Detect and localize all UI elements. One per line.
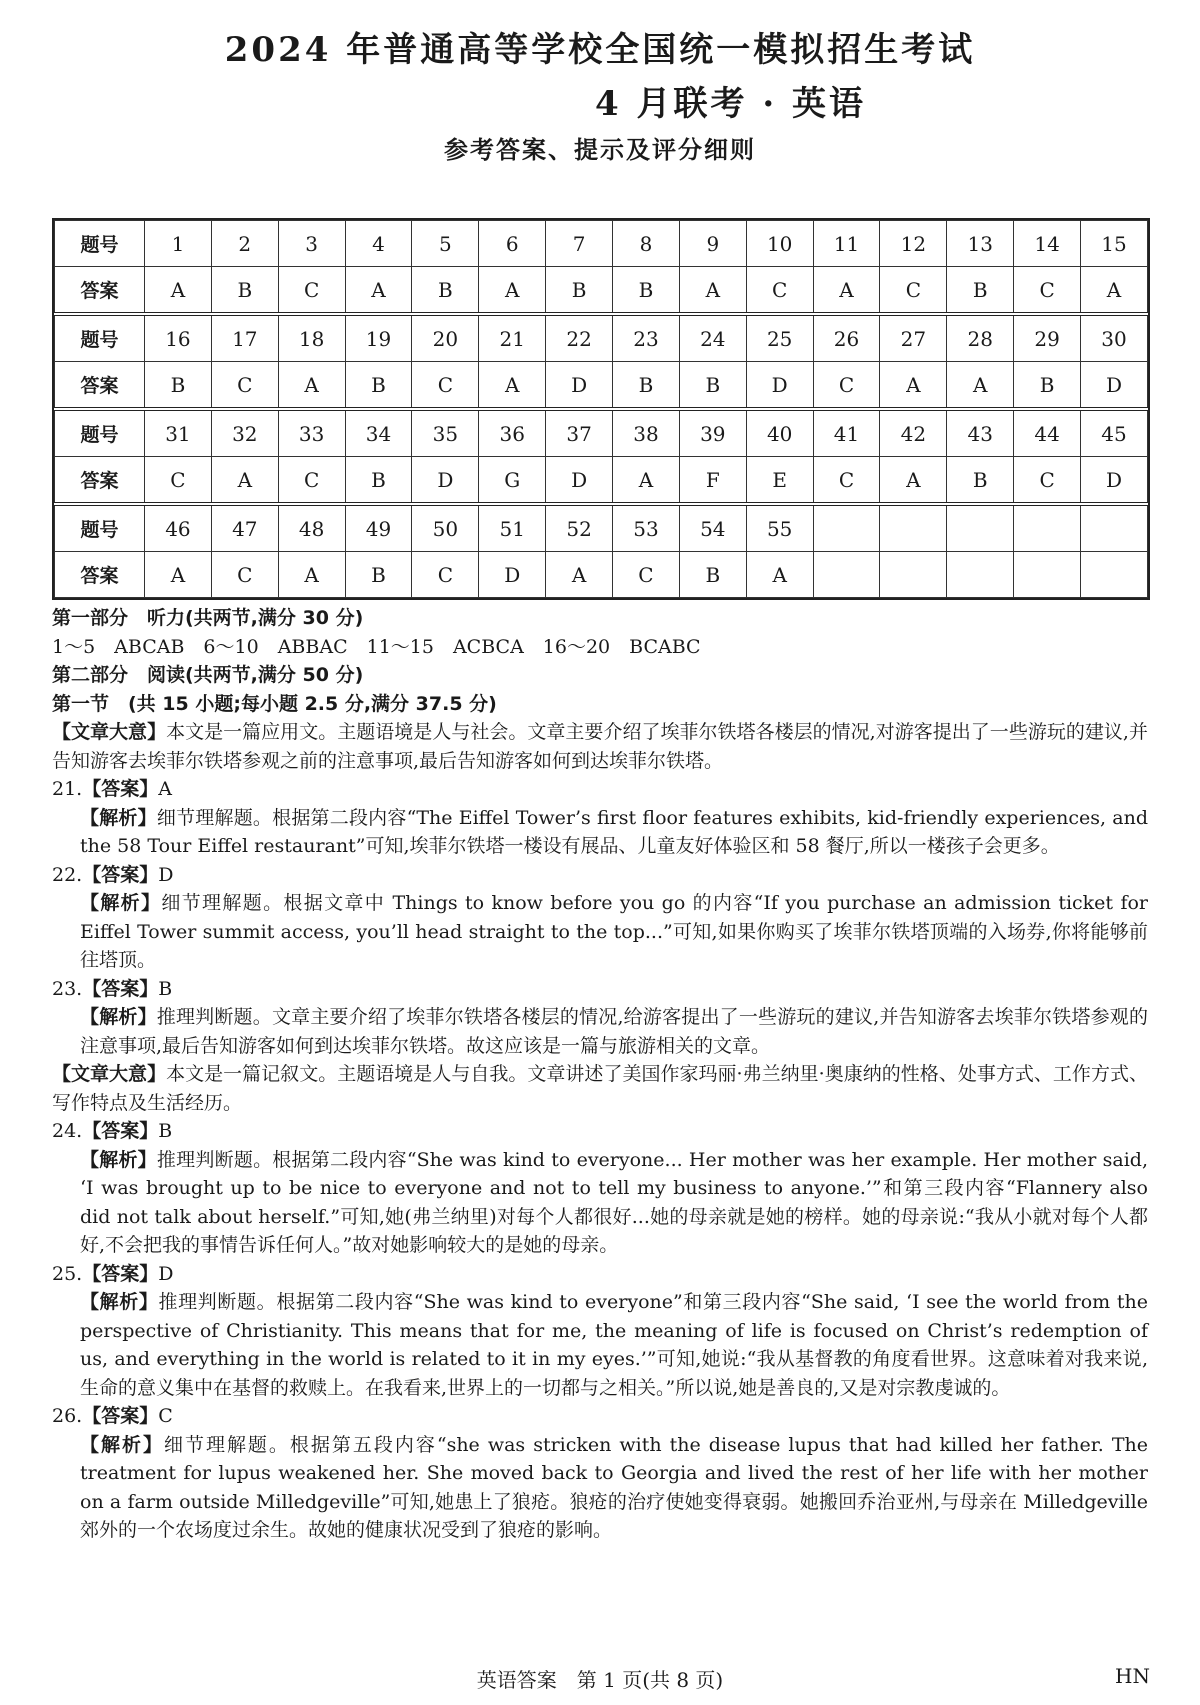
question-number-cell: 49: [345, 504, 412, 552]
explanation-tag: 【解析】: [80, 1006, 157, 1028]
answer-cell: B: [345, 552, 412, 598]
question-number-cell: 32: [211, 409, 278, 457]
answer-cell: C: [813, 457, 880, 505]
question-number-cell: 34: [345, 409, 412, 457]
exam-subtitle: 4 月联考 · 英语: [595, 84, 867, 124]
answer-cell: D: [746, 362, 813, 410]
answer-cell: C: [746, 267, 813, 315]
question-number-cell: 42: [880, 409, 947, 457]
answer-cell: C: [211, 362, 278, 410]
answer-cell: A: [145, 267, 212, 315]
q25-explanation: [52, 1288, 1148, 1402]
question-number-cell: 15: [1081, 221, 1148, 267]
question-number-cell: 36: [479, 409, 546, 457]
question-number-cell: [1081, 504, 1148, 552]
question-number-row: [55, 504, 1148, 552]
question-number-cell: [1014, 504, 1081, 552]
row-header-answer: 答案: [55, 552, 145, 598]
q26-explanation: [52, 1431, 1148, 1545]
question-number: 22.: [52, 863, 83, 886]
question-number-cell: 52: [546, 504, 613, 552]
answer-value: B: [158, 1120, 173, 1142]
answer-cell: A: [679, 267, 746, 315]
question-number-cell: 35: [412, 409, 479, 457]
answer-cell: C: [211, 552, 278, 598]
answer-cell: B: [345, 362, 412, 410]
answer-cell: G: [479, 457, 546, 505]
answer-cell: [813, 552, 880, 598]
q25-answer: [52, 1260, 1148, 1289]
question-number-cell: 23: [613, 314, 680, 362]
explanation-content: [52, 604, 1148, 1545]
question-number-cell: 26: [813, 314, 880, 362]
question-number: 26.: [52, 1405, 83, 1427]
answer-cell: B: [947, 267, 1014, 315]
answer-cell: D: [479, 552, 546, 598]
answer-cell: B: [679, 362, 746, 410]
answer-value: C: [158, 1405, 173, 1427]
question-number-cell: 43: [947, 409, 1014, 457]
answer-cell: B: [1014, 362, 1081, 410]
question-number-cell: 44: [1014, 409, 1081, 457]
answer-cell: A: [613, 457, 680, 505]
q21-explanation: [52, 804, 1148, 861]
question-number-cell: 53: [613, 504, 680, 552]
answer-value: D: [158, 1262, 174, 1285]
question-number-cell: 18: [278, 314, 345, 362]
q24-answer: [52, 1117, 1148, 1146]
question-number: 23.: [52, 977, 83, 1000]
answer-cell: C: [813, 362, 880, 410]
question-number-cell: 8: [613, 221, 680, 267]
question-number-cell: 33: [278, 409, 345, 457]
question-number-cell: 29: [1014, 314, 1081, 362]
question-number-cell: 12: [880, 221, 947, 267]
question-number-cell: 7: [546, 221, 613, 267]
question-number-cell: 48: [278, 504, 345, 552]
answer-cell: C: [613, 552, 680, 598]
answer-cell: D: [1081, 362, 1148, 410]
answer-cell: A: [479, 362, 546, 410]
question-number-cell: 22: [546, 314, 613, 362]
answer-tag: 【答案】: [82, 863, 159, 886]
answer-cell: A: [746, 552, 813, 598]
answer-cell: A: [278, 362, 345, 410]
question-number: 25.: [52, 1262, 83, 1285]
q21-answer: [52, 775, 1148, 804]
answer-cell: A: [145, 552, 212, 598]
exam-title: 2024 年普通高等学校全国统一模拟招生考试: [224, 30, 976, 70]
question-number-cell: 40: [746, 409, 813, 457]
question-number-cell: 24: [679, 314, 746, 362]
answer-value: B: [158, 977, 173, 1000]
question-number-cell: 31: [145, 409, 212, 457]
answer-cell: A: [880, 457, 947, 505]
explanation-text: 细节理解题。根据文章中 Things to know before you go 的内容“If you purchase an admission ticket for Eiffel Tower summit access, you’ll head straight to the top...”可知,如果你购买了埃菲尔铁塔顶端的入场券,你将能够前往塔顶。: [80, 892, 1148, 971]
question-number-cell: 51: [479, 504, 546, 552]
answer-cell: A: [278, 552, 345, 598]
question-number-cell: [880, 504, 947, 552]
row-header-number: 题号: [55, 221, 145, 267]
question-number-cell: 4: [345, 221, 412, 267]
answer-cell: A: [813, 267, 880, 315]
passage1-summary: [52, 718, 1148, 775]
section1-title: 第一节 (共 15 小题;每小题 2.5 分,满分 37.5 分): [52, 692, 497, 715]
answer-cell: A: [947, 362, 1014, 410]
row-header-answer: 答案: [55, 457, 145, 505]
answer-cell: B: [345, 457, 412, 505]
answer-row: [55, 362, 1148, 410]
answer-cell: F: [679, 457, 746, 505]
explanation-text: 推理判断题。文章主要介绍了埃菲尔铁塔各楼层的情况,给游客提出了一些游玩的建议,并告知游客去埃菲尔铁塔参观的注意事项,最后告知游客如何到达埃菲尔铁塔。故这应该是一篇与旅游相关的文章。: [80, 1006, 1148, 1057]
question-number-cell: 11: [813, 221, 880, 267]
question-number-cell: 5: [412, 221, 479, 267]
answer-cell: C: [412, 362, 479, 410]
explanation-text: 细节理解题。根据第五段内容“she was stricken with the disease lupus that had killed her father. The treatment for lupus weakened her. She moved back to Georgia and lived the rest of her life with her mother on a farm outside Milledgeville”可知,她患上了狼疮。狼疮的治疗使她变得衰弱。她搬回乔治亚州,与母亲在 Milledgeville 郊外的一个农场度过余生。故她的健康状况受到了狼疮的影响。: [80, 1433, 1148, 1541]
answer-cell: C: [278, 457, 345, 505]
explanation-tag: 【解析】: [80, 1148, 157, 1171]
answer-tag: 【答案】: [82, 1405, 159, 1427]
row-header-answer: 答案: [55, 267, 145, 315]
answer-cell: B: [546, 267, 613, 315]
answer-row: [55, 552, 1148, 598]
answer-cell: D: [1081, 457, 1148, 505]
answer-tag: 【答案】: [82, 1120, 159, 1142]
question-number-cell: 50: [412, 504, 479, 552]
question-number-cell: 3: [278, 221, 345, 267]
answer-cell: C: [1014, 457, 1081, 505]
question-number-cell: 6: [479, 221, 546, 267]
answer-cell: [1014, 552, 1081, 598]
page-footer: 英语答案 第 1 页(共 8 页): [476, 1668, 724, 1692]
part1-answers: 1～5 ABCAB 6～10 ABBAC 11～15 ACBCA 16～20 BCABC: [52, 635, 701, 658]
answer-cell: D: [546, 362, 613, 410]
q22-answer: [52, 861, 1148, 890]
summary-tag: 【文章大意】: [52, 1063, 167, 1085]
question-number-cell: 10: [746, 221, 813, 267]
question-number-row: [55, 314, 1148, 362]
question-number-cell: 46: [145, 504, 212, 552]
question-number-row: [55, 221, 1148, 267]
explanation-tag: 【解析】: [80, 892, 162, 914]
part1-title: 第一部分 听力(共两节,满分 30 分): [52, 607, 364, 629]
q26-answer: [52, 1402, 1148, 1431]
question-number-cell: 19: [345, 314, 412, 362]
explanation-tag: 【解析】: [80, 1433, 164, 1456]
summary-text: 本文是一篇记叙文。主题语境是人与自我。文章讲述了美国作家玛丽·弗兰纳里·奥康纳的性格、处事方式、工作方式、写作特点及生活经历。: [52, 1063, 1148, 1114]
q22-explanation: [52, 889, 1148, 975]
answer-cell: B: [947, 457, 1014, 505]
question-number-cell: 30: [1081, 314, 1148, 362]
answer-cell: C: [278, 267, 345, 315]
answer-cell: A: [1081, 267, 1148, 315]
q23-explanation: [52, 1003, 1148, 1060]
question-number: 21.: [52, 778, 83, 800]
answer-value: D: [158, 863, 174, 886]
question-number-cell: 39: [679, 409, 746, 457]
question-number-cell: 45: [1081, 409, 1148, 457]
question-number: 24.: [52, 1120, 83, 1142]
answer-cell: B: [145, 362, 212, 410]
answer-cell: D: [412, 457, 479, 505]
question-number-row: [55, 409, 1148, 457]
q24-explanation: [52, 1146, 1148, 1260]
question-number-cell: 47: [211, 504, 278, 552]
row-header-answer: 答案: [55, 362, 145, 410]
row-header-number: 题号: [55, 314, 145, 362]
question-number-cell: 17: [211, 314, 278, 362]
answer-cell: B: [613, 362, 680, 410]
explanation-text: 推理判断题。根据第二段内容“She was kind to everyone... Her mother was her example. Her mother said, ‘I was brought up to be nice to everyone and not to tell my business to anyone.’”和第三段内容“Flannery also did not talk about herself.”可知,她(弗兰纳里)对每个人都很好...她的母亲就是她的榜样。她的母亲说:“我从小就对每个人都好,不会把我的事情告诉任何人。”故对她影响较大的是她的母亲。: [80, 1148, 1148, 1256]
question-number-cell: 41: [813, 409, 880, 457]
question-number-cell: 21: [479, 314, 546, 362]
question-number-cell: 55: [746, 504, 813, 552]
answer-grid: [54, 220, 1148, 598]
answer-cell: C: [412, 552, 479, 598]
question-number-cell: 27: [880, 314, 947, 362]
summary-text: 本文是一篇应用文。主题语境是人与社会。文章主要介绍了埃菲尔铁塔各楼层的情况,对游客提出了一些游玩的建议,并告知游客去埃菲尔铁塔参观之前的注意事项,最后告知游客如何到达埃菲尔铁塔。: [52, 721, 1148, 772]
answer-value: A: [158, 778, 172, 800]
question-number-cell: 38: [613, 409, 680, 457]
question-number-cell: 9: [679, 221, 746, 267]
answer-table: [52, 218, 1150, 600]
answer-cell: A: [211, 457, 278, 505]
explanation-text: 细节理解题。根据第二段内容“The Eiffel Tower’s first floor features exhibits, kid-friendly experiences, and the 58 Tour Eiffel restaurant”可知,埃菲尔铁塔一楼设有展品、儿童友好体验区和 58 餐厅,所以一楼孩子会更多。: [80, 806, 1148, 857]
answer-cell: [947, 552, 1014, 598]
question-number-cell: 37: [546, 409, 613, 457]
answer-cell: C: [880, 267, 947, 315]
question-number-cell: 16: [145, 314, 212, 362]
answer-cell: A: [880, 362, 947, 410]
answer-cell: E: [746, 457, 813, 505]
question-number-cell: 25: [746, 314, 813, 362]
answer-cell: A: [479, 267, 546, 315]
answer-cell: B: [412, 267, 479, 315]
answer-tag: 【答案】: [82, 778, 159, 800]
answer-cell: B: [613, 267, 680, 315]
row-header-number: 题号: [55, 409, 145, 457]
question-number-cell: 20: [412, 314, 479, 362]
answer-cell: B: [211, 267, 278, 315]
question-number-cell: 13: [947, 221, 1014, 267]
question-number-cell: 2: [211, 221, 278, 267]
row-header-number: 题号: [55, 504, 145, 552]
answer-cell: D: [546, 457, 613, 505]
answer-cell: A: [345, 267, 412, 315]
answer-cell: C: [145, 457, 212, 505]
region-code: HN: [1115, 1664, 1150, 1688]
question-number-cell: 1: [145, 221, 212, 267]
answer-key-heading: 参考答案、提示及评分细则: [444, 135, 756, 164]
answer-row: [55, 267, 1148, 315]
answer-tag: 【答案】: [82, 1262, 159, 1285]
question-number-cell: 28: [947, 314, 1014, 362]
answer-cell: A: [546, 552, 613, 598]
part2-title: 第二部分 阅读(共两节,满分 50 分): [52, 664, 364, 686]
answer-cell: C: [1014, 267, 1081, 315]
explanation-tag: 【解析】: [80, 1291, 159, 1313]
q23-answer: [52, 975, 1148, 1004]
answer-tag: 【答案】: [82, 977, 159, 1000]
question-number-cell: 14: [1014, 221, 1081, 267]
passage2-summary: [52, 1060, 1148, 1117]
answer-cell: [880, 552, 947, 598]
question-number-cell: 54: [679, 504, 746, 552]
explanation-tag: 【解析】: [80, 806, 157, 829]
answer-cell: [1081, 552, 1148, 598]
explanation-text: 推理判断题。根据第二段内容“She was kind to everyone”和第三段内容“She said, ‘I see the world from the perspective of Christianity. This means that for me, the meaning of life is focused on Christ’s redemption of us, and everything in the world is related to it in my eyes.’”可知,她说:“我从基督教的角度看世界。这意味着对我来说,生命的意义集中在基督的救赎上。在我看来,世界上的一切都与之相关。”所以说,她是善良的,又是对宗教虔诚的。: [80, 1291, 1148, 1399]
answer-cell: B: [679, 552, 746, 598]
answer-row: [55, 457, 1148, 505]
question-number-cell: [813, 504, 880, 552]
summary-tag: 【文章大意】: [52, 721, 167, 743]
question-number-cell: [947, 504, 1014, 552]
